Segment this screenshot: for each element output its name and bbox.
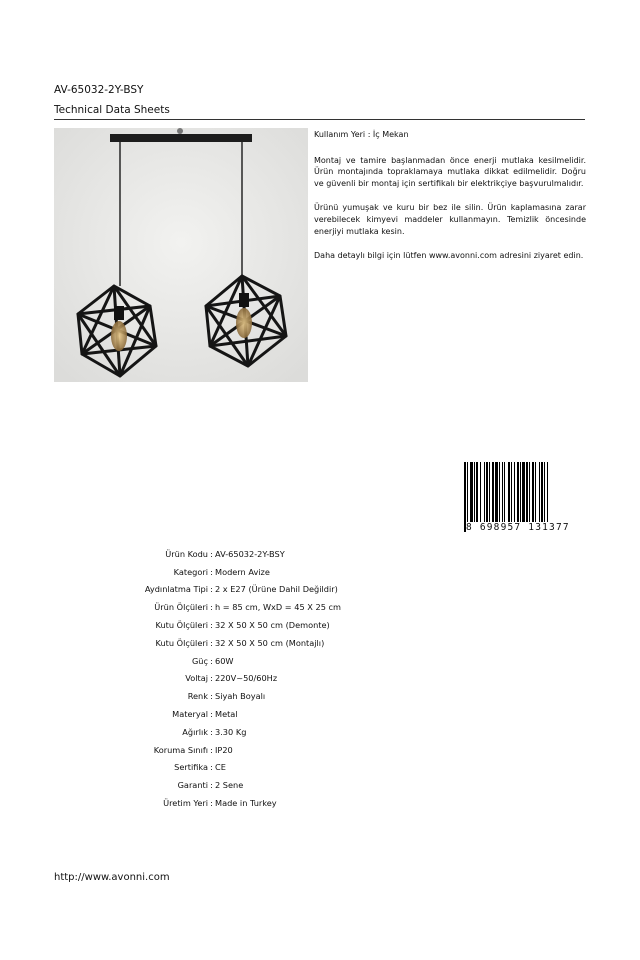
spec-label: Kutu Ölçüleri [155,620,208,631]
spec-value: 220V~50/60Hz [215,673,278,684]
header-divider [54,119,585,120]
spec-label: Renk [187,691,208,702]
product-code-heading: AV-65032-2Y-BSY [54,84,144,96]
spec-separator: : [210,655,213,666]
spec-row [54,563,455,581]
more-info-notice: Daha detaylı bilgi için lütfen www.avonni.com adresini ziyaret edin. [314,251,584,261]
spec-value: 60W [215,655,234,666]
cleaning-notice: Ürünü yumuşak ve kuru bir bez ile silin. Ürün kaplamasına zarar verebilecek kimyevi maddeler kullanmayın. Temizlik öncesinde enerjiyi mutlaka kesin. [314,203,586,236]
spec-label: Üretim Yeri [163,798,208,809]
safety-notice: Montaj ve tamire başlanmadan önce enerji mutlaka kesilmelidir. Ürün montajında topraklamaya mutlaka dikkat edilmelidir. Doğru ve güvenli bir montaj için sertifikalı bir elektrikçiye başvurulmalıdır. [314,155,586,188]
spec-row [54,581,455,599]
spec-value: h = 85 cm, WxD = 45 X 25 cm [215,602,341,613]
spec-separator: : [210,691,213,702]
footer-url: http://www.avonni.com [54,872,170,883]
spec-separator: : [210,620,213,631]
spec-separator: : [210,548,213,559]
spec-label: Güç [191,655,208,666]
spec-separator: : [210,602,213,613]
spec-separator: : [210,584,213,595]
spec-label: Voltaj [185,673,208,684]
spec-row [54,776,455,794]
spec-row [54,616,455,634]
spec-value: Siyah Boyalı [215,691,266,702]
spec-separator: : [210,726,213,737]
spec-separator: : [210,744,213,755]
spec-separator: : [210,798,213,809]
spec-label: Ürün Kodu [165,548,208,559]
spec-row [54,670,455,688]
barcode-digits: 8 698957 131377 [466,522,585,533]
spec-value: Made in Turkey [215,798,277,809]
spec-table [54,545,455,812]
spec-row [54,545,455,563]
pendant-lamp-illustration [54,128,308,382]
spec-separator: : [210,709,213,720]
spec-separator: : [210,566,213,577]
spec-value: CE [215,762,226,773]
usage-location: Kullanım Yeri : İç Mekan [314,130,409,139]
spec-label: Kutu Ölçüleri [155,637,208,648]
spec-value: 2 Sene [215,780,244,791]
product-photo [54,128,308,382]
spec-label: Garanti [177,780,208,791]
spec-separator: : [210,673,213,684]
spec-row [54,634,455,652]
spec-value: 32 X 50 X 50 cm (Demonte) [215,620,330,631]
spec-label: Ağırlık [182,726,208,737]
spec-row [54,652,455,670]
spec-row [54,794,455,812]
spec-row [54,741,455,759]
product-description [314,129,586,275]
spec-row [54,687,455,705]
spec-row [54,598,455,616]
spec-label: Kategori [173,566,208,577]
spec-label: Aydınlatma Tipi [144,584,208,595]
spec-value: 32 X 50 X 50 cm (Montajlı) [215,637,325,648]
spec-row [54,723,455,741]
spec-value: 2 x E27 (Ürüne Dahil Değildir) [215,584,338,595]
spec-value: Metal [215,709,238,720]
spec-row [54,759,455,777]
spec-value: 3.30 Kg [215,726,247,737]
spec-separator: : [210,780,213,791]
document-subtitle: Technical Data Sheets [54,104,170,116]
spec-label: Koruma Sınıfı [153,744,208,755]
spec-value: IP20 [215,744,233,755]
spec-label: Materyal [172,709,208,720]
spec-label: Sertifika [174,762,208,773]
spec-value: Modern Avize [215,566,270,577]
spec-label: Ürün Ölçüleri [154,602,208,613]
spec-value: AV-65032-2Y-BSY [215,548,285,559]
spec-separator: : [210,637,213,648]
spec-row [54,705,455,723]
spec-separator: : [210,762,213,773]
